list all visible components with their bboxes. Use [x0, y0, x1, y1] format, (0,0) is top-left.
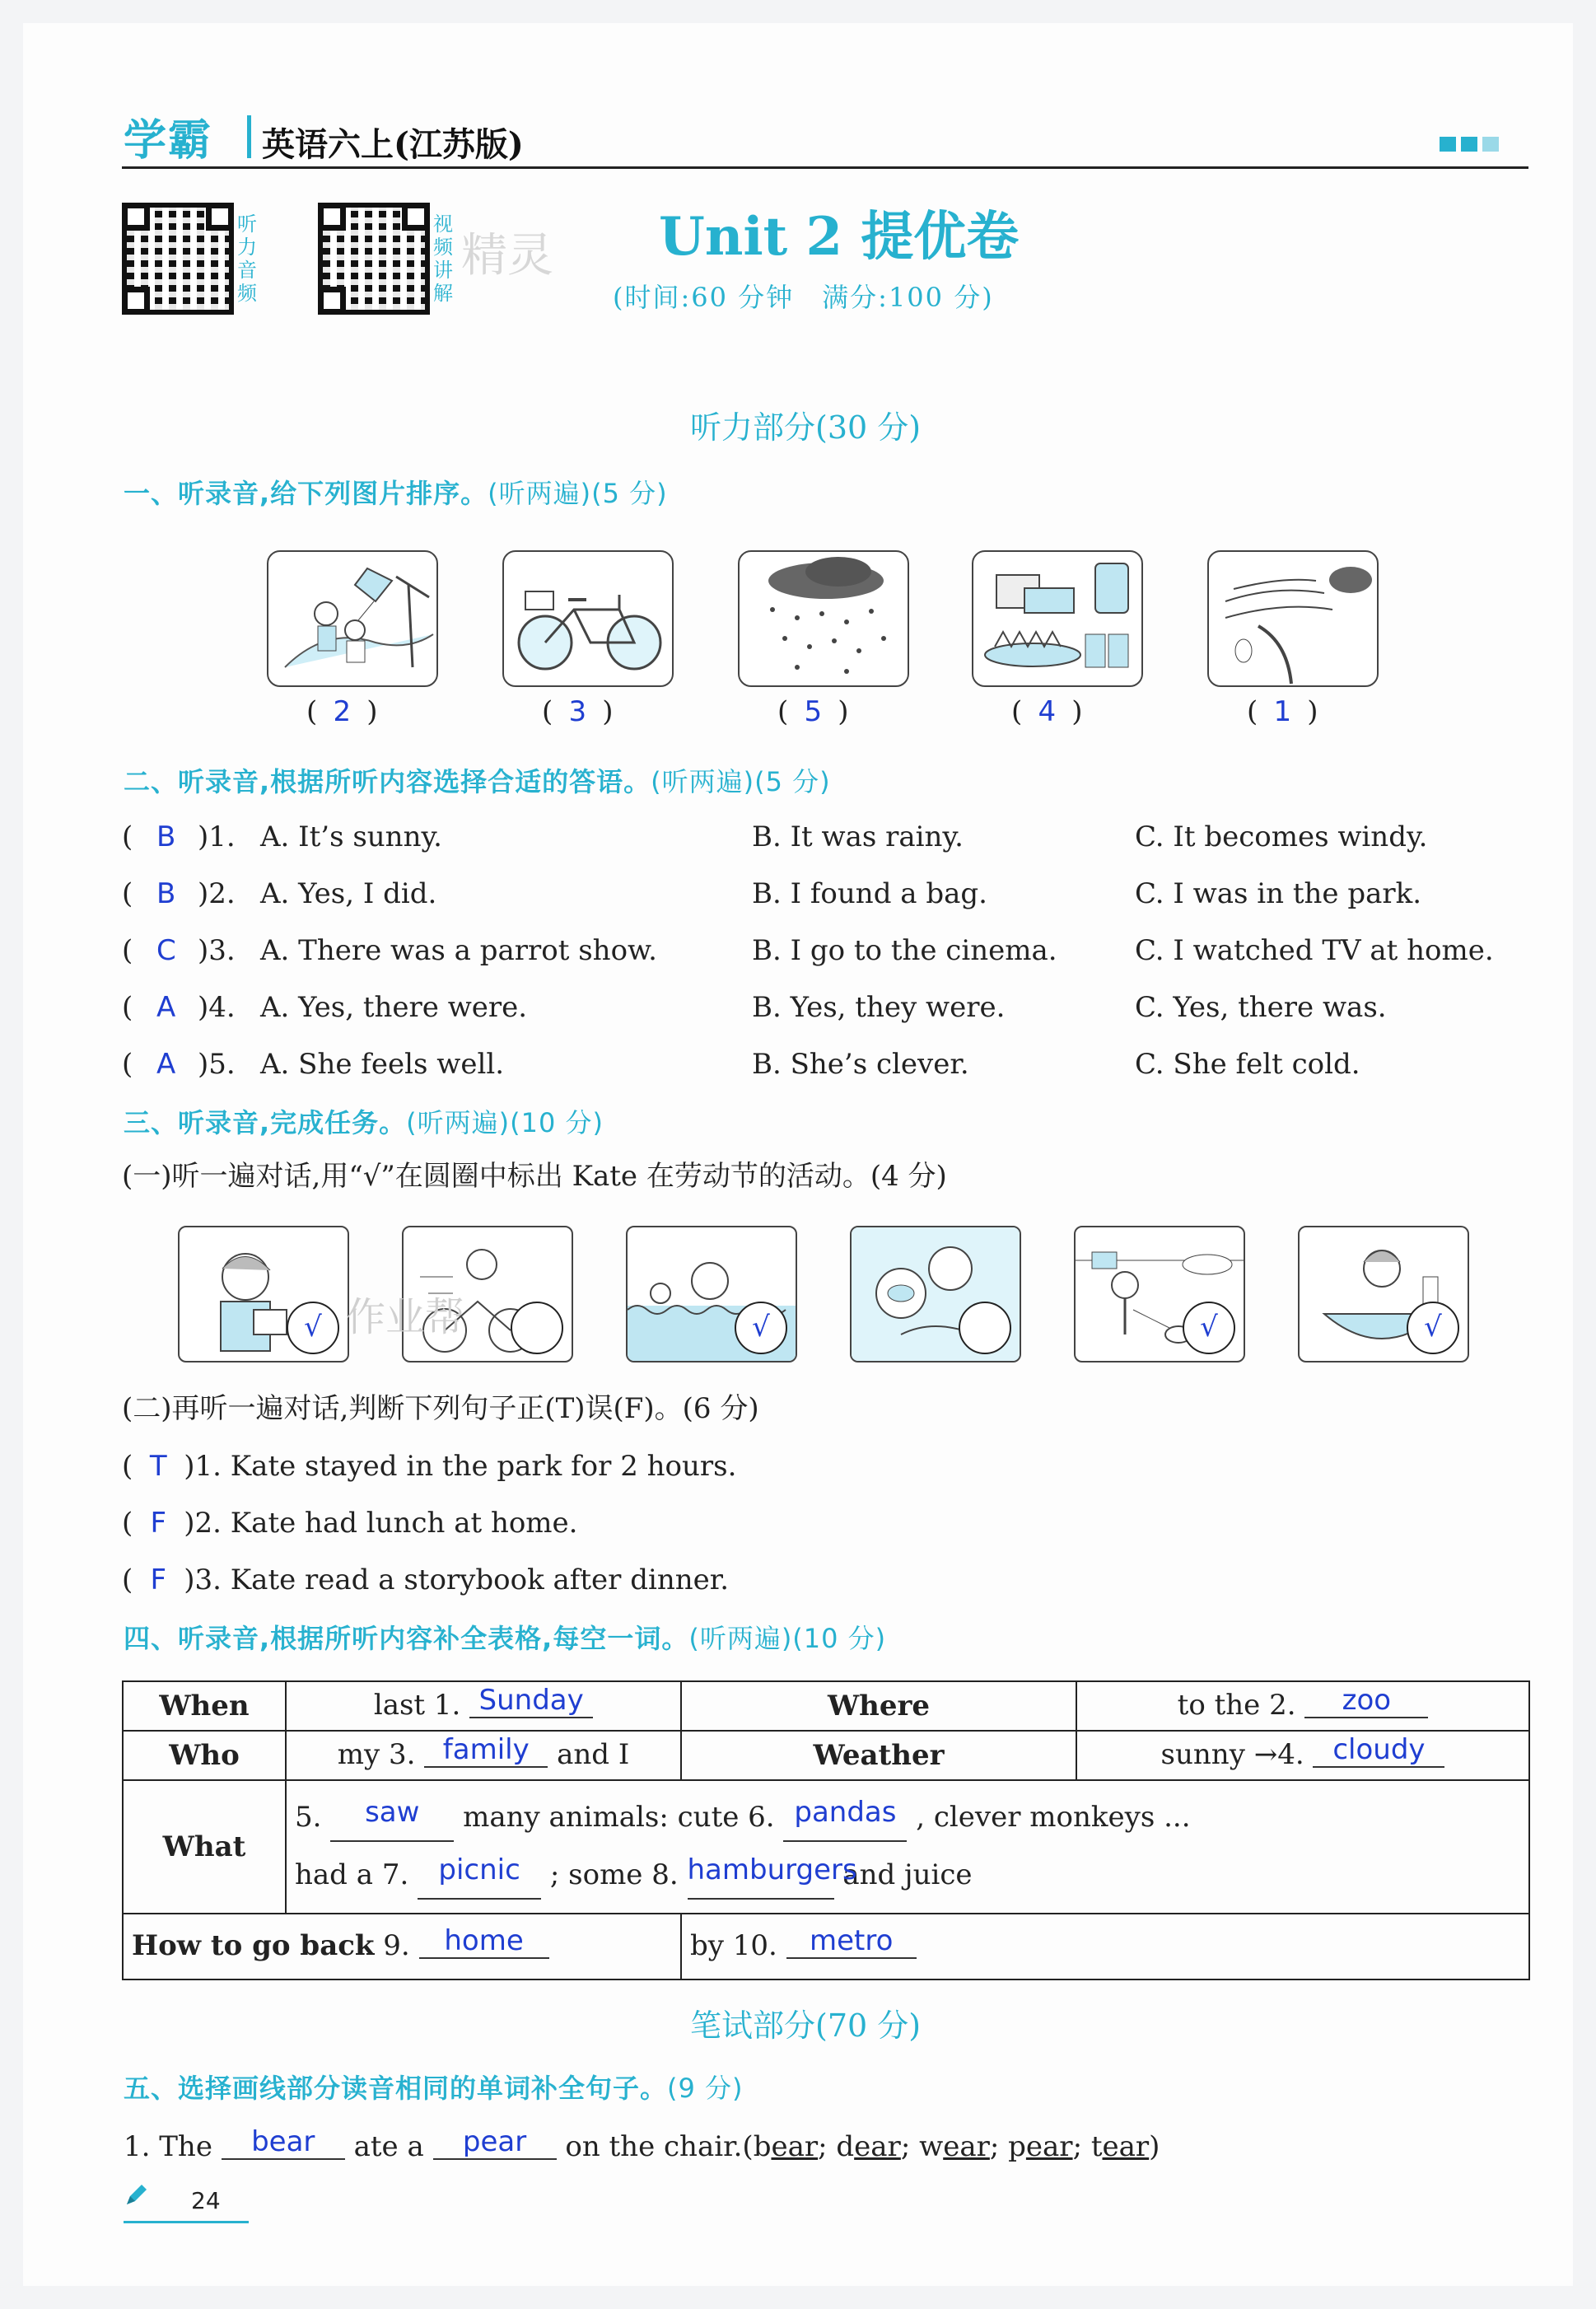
- q2-item: ( B )2. A. Yes, I did. B. I found a bag. C. I was in the park.: [122, 877, 1422, 910]
- checkmark-circle[interactable]: √: [287, 1302, 339, 1354]
- q3-picture-cooking: [850, 1226, 1021, 1362]
- answer-blank[interactable]: picnic: [418, 1842, 541, 1900]
- cell-weather-label: Weather: [681, 1731, 1076, 1780]
- checkmark-circle[interactable]: √: [735, 1302, 787, 1354]
- q3-picture-washing: [1298, 1226, 1469, 1362]
- cell-where: to the 2. zoo: [1076, 1681, 1529, 1731]
- q3-picture-swimming: [626, 1226, 797, 1362]
- q1-picture-kite: [267, 550, 438, 687]
- cell-what: 5. saw many animals: cute 6. pandas , clever monkeys ... had a 7. picnic ; some 8. hamburgers and juice: [286, 1780, 1529, 1914]
- q3-picture-walking-dog: [1074, 1226, 1245, 1362]
- cell-by: by 10. metro: [681, 1914, 1529, 1979]
- cell-who-label: Who: [123, 1731, 286, 1780]
- q3-part1-instruction: (一)听一遍对话,用“√”在圆圈中标出 Kate 在劳动节的活动。(4 分): [122, 1160, 947, 1193]
- page-number-rule: [124, 2221, 249, 2223]
- listening-heading: 听力部分(30 分): [690, 409, 922, 446]
- word-choice: dear;: [836, 2130, 911, 2163]
- q1-answer-2: ( 3 ): [542, 695, 614, 728]
- answer-blank[interactable]: hamburgers: [688, 1842, 834, 1900]
- qr-audio[interactable]: [122, 203, 234, 315]
- windy-tree-icon: [1209, 552, 1377, 685]
- q3-tf-item: ( F )3. Kate read a storybook after dinner.: [122, 1563, 730, 1596]
- word-choice: wear;: [919, 2130, 1000, 2163]
- watermark: 作业帮: [346, 1294, 465, 1340]
- cell-when-label: When: [123, 1681, 286, 1731]
- q1-picture-food: [972, 550, 1143, 687]
- answer-blank[interactable]: saw: [330, 1784, 454, 1842]
- answer-blank[interactable]: pear: [433, 2125, 557, 2160]
- kite-children-icon: [268, 552, 436, 685]
- page-title: Unit 2 提优卷: [659, 206, 1020, 268]
- written-heading: 笔试部分(70 分): [690, 2008, 922, 2044]
- checkmark-circle[interactable]: [959, 1302, 1011, 1354]
- q5-heading: 五、选择画线部分读音相同的单词补全句子。(9 分): [124, 2073, 744, 2104]
- q1-answer-3: ( 5 ): [777, 695, 849, 728]
- q1-answer-4: ( 4 ): [1011, 695, 1083, 728]
- q1-picture-bicycle: [502, 550, 674, 687]
- cell-when: last 1. Sunday: [286, 1681, 681, 1731]
- checkmark-circle[interactable]: [511, 1302, 563, 1354]
- page-number: 24: [191, 2187, 221, 2214]
- q4-table: [122, 1680, 1530, 1980]
- q2-item: ( A )5. A. She feels well. B. She’s clever. C. She felt cold.: [122, 1048, 1360, 1081]
- q3-tf-item: ( T )1. Kate stayed in the park for 2 hours.: [122, 1450, 737, 1483]
- q1-heading: 一、听录音,给下列图片排序。(听两遍)(5 分): [124, 478, 668, 509]
- header-rule: [122, 166, 1528, 169]
- q1-answer-5: ( 1 ): [1247, 695, 1318, 728]
- checkmark-circle[interactable]: √: [1407, 1302, 1459, 1354]
- bicycle-icon: [504, 552, 672, 685]
- cell-what-label: What: [123, 1780, 286, 1914]
- word-choice: bear;: [753, 2130, 828, 2163]
- answer-blank[interactable]: cloudy: [1313, 1733, 1444, 1768]
- q3-tf-item: ( F )2. Kate had lunch at home.: [122, 1507, 578, 1540]
- q2-list: [122, 820, 1538, 1105]
- answer-blank[interactable]: bear: [222, 2125, 345, 2160]
- watermark: 精灵: [461, 229, 553, 283]
- answer-blank[interactable]: pandas: [783, 1784, 907, 1842]
- exam-time-score: (时间:60 分钟 满分:100 分): [613, 282, 994, 313]
- q1-picture-wind: [1207, 550, 1379, 687]
- word-choice: tear): [1090, 2130, 1160, 2163]
- q2-item: ( B )1. A. It’s sunny. B. It was rainy. C. It becomes windy.: [122, 820, 1428, 853]
- q3-part2-instruction: (二)再听一遍对话,判断下列句子正(T)误(F)。(6 分): [122, 1392, 759, 1425]
- rain-cloud-icon: [740, 552, 908, 685]
- q5-sentence-1: 1. The bear ate a pear on the chair.(bear; dear; wear; pear; tear): [124, 2125, 1160, 2163]
- answer-blank[interactable]: Sunday: [469, 1684, 593, 1718]
- q2-heading: 二、听录音,根据所听内容选择合适的答语。(听两遍)(5 分): [124, 766, 831, 797]
- cell-weather: sunny →4. cloudy: [1076, 1731, 1529, 1780]
- qr-video[interactable]: [318, 203, 430, 315]
- checkmark-circle[interactable]: √: [1183, 1302, 1235, 1354]
- pencil-icon: [124, 2183, 148, 2208]
- word-choice: pear;: [1008, 2130, 1083, 2163]
- q2-item: ( C )3. A. There was a parrot show. B. I go to the cinema. C. I watched TV at home.: [122, 934, 1494, 967]
- cell-who: my 3. family and I: [286, 1731, 681, 1780]
- q1-answer-1: ( 2 ): [306, 695, 378, 728]
- cell-how: How to go back 9. home: [123, 1914, 681, 1979]
- answer-blank[interactable]: metro: [786, 1924, 917, 1959]
- answer-blank[interactable]: zoo: [1304, 1684, 1428, 1718]
- cell-where-label: Where: [681, 1681, 1076, 1731]
- answer-blank[interactable]: family: [424, 1733, 548, 1768]
- book-title: 英语六上(江苏版): [262, 125, 524, 164]
- brand-logo: 学霸: [124, 115, 213, 166]
- qr-audio-label: 听力音频: [237, 213, 257, 305]
- answer-blank[interactable]: home: [419, 1924, 549, 1959]
- food-picnic-icon: [973, 552, 1141, 685]
- q2-item: ( A )4. A. Yes, there were. B. Yes, they were. C. Yes, there was.: [122, 991, 1387, 1024]
- qr-video-label: 视频讲解: [433, 213, 453, 305]
- q3-heading: 三、听录音,完成任务。(听两遍)(10 分): [124, 1107, 604, 1138]
- logo-divider: [247, 115, 251, 158]
- header-dots-icon: [1440, 137, 1504, 155]
- q4-heading: 四、听录音,根据所听内容补全表格,每空一词。(听两遍)(10 分): [124, 1623, 887, 1654]
- q3-picture-reading: [178, 1226, 349, 1362]
- q1-picture-rain: [738, 550, 909, 687]
